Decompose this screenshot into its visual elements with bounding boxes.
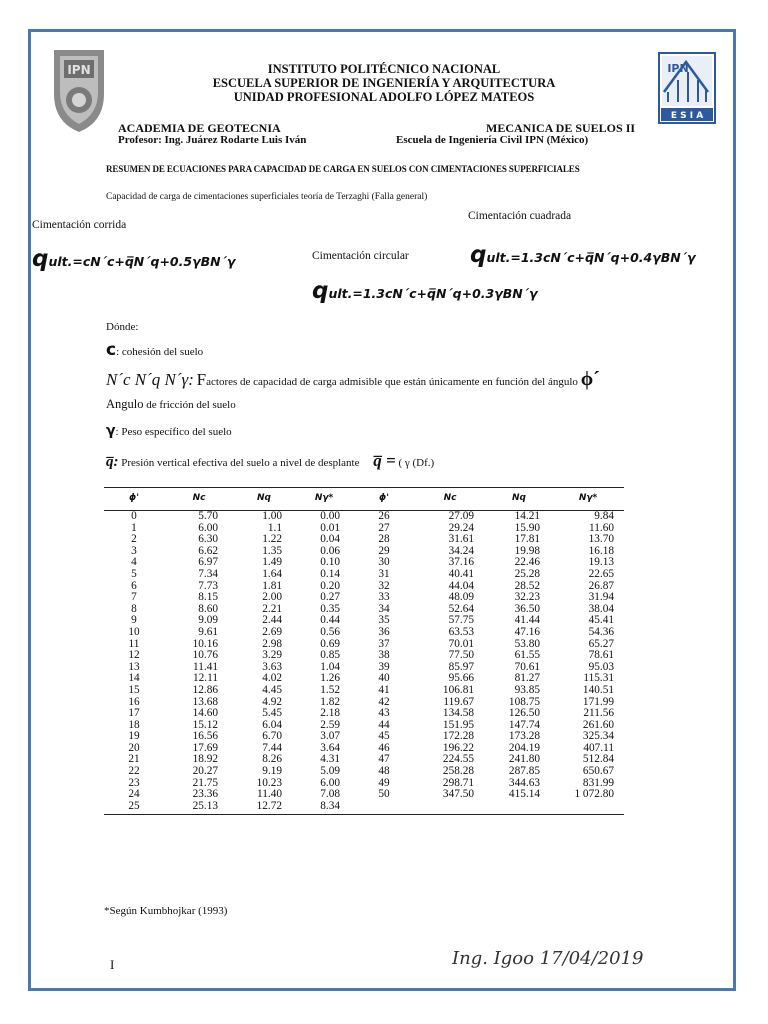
table-cell: 61.55 [514, 649, 540, 662]
table-cell: 25.13 [164, 801, 234, 815]
table-cell: 0.27 [320, 591, 340, 604]
table-cell: 1.26 [320, 672, 340, 685]
table-row [104, 523, 624, 535]
table-cell: 298.71 [442, 776, 474, 789]
esia-logo [658, 52, 716, 124]
table-cell: 42 [378, 695, 390, 708]
table-cell: 6.00 [320, 776, 340, 789]
table-cell: 140.51 [582, 683, 614, 696]
school-subtitle: Escuela de Ingeniería Civil IPN (México) [396, 134, 589, 146]
table-cell: 13 [128, 660, 140, 673]
table-cell: 31.61 [448, 533, 474, 546]
table-body [104, 511, 624, 815]
table-cell: 17.69 [192, 741, 218, 754]
table-cell: 26.87 [588, 579, 614, 592]
angle-text: de fricción del suelo [143, 399, 236, 411]
table-cell: 5.45 [262, 707, 282, 720]
table-row [104, 557, 624, 569]
table-cell: 196.22 [442, 741, 474, 754]
bearing-factors-initial: F [196, 370, 207, 389]
q-bar-text: Presión vertical efectiva del suelo a nivel de desplante [118, 457, 360, 469]
table-cell: 4.02 [262, 672, 282, 685]
table-cell: 8.60 [198, 602, 218, 615]
table-cell: 26 [378, 510, 390, 522]
table-cell: 211.56 [583, 707, 614, 720]
table-cell: 20 [128, 741, 140, 754]
table-cell: 415.14 [508, 788, 540, 801]
table-cell: 20.27 [192, 765, 218, 778]
table-cell: 25 [104, 801, 164, 815]
table-row [104, 534, 624, 546]
table-cell: 21 [128, 753, 140, 766]
table-cell: 34.24 [448, 544, 474, 557]
table-cell: 15 [128, 683, 140, 696]
table-cell: 46 [378, 741, 390, 754]
table-cell: 11 [128, 637, 140, 650]
table-cell: 106.81 [442, 683, 474, 696]
table-cell: 4 [131, 556, 137, 569]
definitions-heading: Dónde: [106, 321, 139, 333]
table-cell: 0.20 [320, 579, 340, 592]
table-cell: 52.64 [448, 602, 474, 615]
table-cell: 2.69 [262, 625, 282, 638]
table-cell: 407.11 [583, 741, 614, 754]
table-cell: 0 [131, 510, 137, 522]
table-cell: 4.45 [262, 683, 282, 696]
table-cell: 18 [128, 718, 140, 731]
table-cell: 37 [378, 637, 390, 650]
table-cell: 204.19 [508, 741, 540, 754]
table-cell: 9.09 [198, 614, 218, 627]
phi-symbol: ϕ´ [580, 368, 600, 390]
table-cell: 115.31 [583, 672, 614, 685]
unit-name: UNIDAD PROFESIONAL ADOLFO LÓPEZ MATEOS [233, 90, 535, 104]
table-cell: 8.34 [294, 801, 354, 815]
table-cell: 70.01 [448, 637, 474, 650]
table-row [104, 592, 624, 604]
table-cell: 35 [378, 614, 390, 627]
table-cell: 39 [378, 660, 390, 673]
table-header-row [104, 488, 624, 511]
table-cell: 38 [378, 649, 390, 662]
table-cell: 81.27 [514, 672, 540, 685]
table-cell: 0.14 [320, 567, 340, 580]
table-cell: 2.21 [262, 602, 282, 615]
table-row [104, 615, 624, 627]
table-header: Nc [164, 488, 234, 511]
table-cell: 0.01 [320, 521, 340, 534]
table-cell: 512.84 [582, 753, 614, 766]
table-header: ϕ' [354, 488, 414, 511]
table-cell: 31.94 [588, 591, 614, 604]
table-cell: 33 [378, 591, 390, 604]
table-cell: 3 [131, 544, 137, 557]
equation-body: ult.=cN´c+q̅N´q+0.5γBN´γ [48, 254, 236, 269]
table-cell: 93.85 [514, 683, 540, 696]
table-cell: 85.97 [448, 660, 474, 673]
table-cell: 12.86 [192, 683, 218, 696]
table-row [104, 754, 624, 766]
table-cell: 29 [378, 544, 390, 557]
table-cell: 9.84 [594, 510, 614, 522]
table-cell: 21.75 [192, 776, 218, 789]
table-row [104, 731, 624, 743]
table-cell: 31 [378, 567, 390, 580]
table-cell: 7.34 [198, 567, 218, 580]
table-cell: 261.60 [582, 718, 614, 731]
table-cell: 44 [378, 718, 390, 731]
gamma-symbol: γ [106, 423, 116, 439]
table-row [104, 720, 624, 732]
table-cell: 119.67 [443, 695, 474, 708]
table-row [104, 581, 624, 593]
table-cell: 151.95 [442, 718, 474, 731]
table-cell: 7.73 [198, 579, 218, 592]
equation-circular-footing [312, 278, 538, 304]
table-cell: 18.92 [192, 753, 218, 766]
table-cell: 2.59 [320, 718, 340, 731]
table-cell: 19.13 [588, 556, 614, 569]
table-cell: 9.19 [262, 765, 282, 778]
table-cell: 1.04 [320, 660, 340, 673]
table-cell: 29.24 [448, 521, 474, 534]
table-cell: 4.92 [262, 695, 282, 708]
table-footnote: *Según Kumbhojkar (1993) [104, 905, 228, 917]
table-cell: 27.09 [448, 510, 474, 522]
table-cell: 13.70 [588, 533, 614, 546]
table-cell: 241.80 [508, 753, 540, 766]
table-cell: 10 [128, 625, 140, 638]
table-cell: 258.28 [442, 765, 474, 778]
table-row [104, 662, 624, 674]
table-cell: 1.82 [320, 695, 340, 708]
table-row [104, 650, 624, 662]
table-cell: 16.56 [192, 730, 218, 743]
table-cell: 1 [131, 521, 137, 534]
table-cell: 14 [128, 672, 140, 685]
angle-word: Angulo [106, 397, 144, 411]
table-cell: 0.44 [320, 614, 340, 627]
table-cell: 27 [378, 521, 390, 534]
table-cell: 40.41 [448, 567, 474, 580]
table-cell: 126.50 [508, 707, 540, 720]
equation-q-symbol: q [32, 246, 49, 272]
table-cell: 12 [128, 649, 140, 662]
table-cell: 2.18 [320, 707, 340, 720]
summary-title: RESUMEN DE ECUACIONES PARA CAPACIDAD DE CARGA EN SUELOS CON CIMENTACIONES SUPERFICIALES [106, 164, 580, 174]
table-header: Nγ* [294, 488, 354, 511]
table-cell [414, 801, 486, 815]
equation-body: ult.=1.3cN´c+q̅N´q+0.4γBN´γ [486, 250, 696, 265]
definition-overburden [106, 451, 434, 471]
table-cell: 344.63 [508, 776, 540, 789]
academy-name: ACADEMIA DE GEOTECNIA [118, 121, 281, 135]
table-cell: 9.61 [198, 625, 218, 638]
table-cell: 54.36 [588, 625, 614, 638]
table-cell: 95.66 [448, 672, 474, 685]
label-square-footing: Cimentación cuadrada [468, 210, 572, 222]
table-cell: 25.28 [514, 567, 540, 580]
table-cell: 14.60 [192, 707, 218, 720]
table-cell: 41 [378, 683, 390, 696]
table-cell: 14.21 [514, 510, 540, 522]
table-cell: 28 [378, 533, 390, 546]
table-cell: 12.11 [193, 672, 218, 685]
table-cell: 3.63 [262, 660, 282, 673]
table-row [104, 766, 624, 778]
table-cell: 36.50 [514, 602, 540, 615]
table-cell: 11.60 [589, 521, 614, 534]
table-cell: 36 [378, 625, 390, 638]
table-cell: 23.36 [192, 788, 218, 801]
capacity-title: Capacidad de carga de cimentaciones superficiales teoría de Terzaghi (Falla general) [106, 192, 428, 202]
table-cell: 44.04 [448, 579, 474, 592]
definition-unit-weight [106, 423, 232, 439]
table-cell: 77.50 [448, 649, 474, 662]
table-cell: 6.62 [198, 544, 218, 557]
table-row [104, 546, 624, 558]
table-cell: 45 [378, 730, 390, 743]
table-cell: 1.64 [262, 567, 282, 580]
table-cell: 1.49 [262, 556, 282, 569]
table-cell: 19.98 [514, 544, 540, 557]
table-cell: 13.68 [192, 695, 218, 708]
table-header: Nγ* [552, 488, 624, 511]
table-header: Nq [234, 488, 294, 511]
definition-cohesion [106, 340, 203, 360]
table-cell: 65.27 [588, 637, 614, 650]
table-cell: 6.00 [198, 521, 218, 534]
table-cell: 5.70 [198, 510, 218, 522]
table-cell: 4.31 [320, 753, 340, 766]
table-cell [354, 801, 414, 815]
label-circular-footing: Cimentación circular [312, 250, 409, 262]
table-cell: 11.40 [257, 788, 282, 801]
table-row [104, 685, 624, 697]
table-row [104, 778, 624, 790]
table-cell: 287.85 [508, 765, 540, 778]
table-cell: 16 [128, 695, 140, 708]
signature: Ing. Igoo 17/04/2019 [452, 948, 644, 969]
table-cell: 325.34 [582, 730, 614, 743]
table-cell: 28.52 [514, 579, 540, 592]
table-cell: 5 [131, 567, 137, 580]
equation-body: ult.=1.3cN´c+q̅N´q+0.3γBN´γ [328, 286, 538, 301]
table-cell: 10.16 [192, 637, 218, 650]
table-cell: 12.72 [234, 801, 294, 815]
table-cell: 224.55 [442, 753, 474, 766]
table-cell: 16.18 [588, 544, 614, 557]
table-cell: 32.23 [514, 591, 540, 604]
esia-logo-text: IPN [667, 62, 689, 75]
table-row [104, 789, 624, 801]
bearing-capacity-factors-table [104, 487, 624, 815]
table-cell: 47.16 [514, 625, 540, 638]
table-cell: 0.10 [320, 556, 340, 569]
table-cell: 1.1 [267, 521, 282, 534]
table-cell: 40 [378, 672, 390, 685]
table-cell: 11.41 [193, 660, 218, 673]
table-cell: 0.35 [320, 602, 340, 615]
table-header: Nc [414, 488, 486, 511]
table-cell: 17 [128, 707, 140, 720]
table-cell: 23 [128, 776, 140, 789]
table-cell: 48 [378, 765, 390, 778]
definition-bearing-factors [106, 368, 600, 391]
table-cell: 38.04 [588, 602, 614, 615]
table-cell: 17.81 [514, 533, 540, 546]
table-cell: 6.30 [198, 533, 218, 546]
ipn-crest-text: IPN [67, 63, 91, 77]
table-row [104, 708, 624, 720]
table-cell: 22 [128, 765, 140, 778]
table-row [104, 627, 624, 639]
table-cell: 24 [128, 788, 140, 801]
table-cell: 3.07 [320, 730, 340, 743]
table-cell: 2.44 [262, 614, 282, 627]
table-cell: 49 [378, 776, 390, 789]
table-cell: 0.85 [320, 649, 340, 662]
table-cell: 5.09 [320, 765, 340, 778]
course-name: MECANICA DE SUELOS II [486, 121, 636, 135]
table-cell: 30 [378, 556, 390, 569]
bearing-factors-symbols: N´c N´q N´γ: [106, 370, 194, 389]
table-cell: 95.03 [588, 660, 614, 673]
table-cell: 1.00 [262, 510, 282, 522]
table-cell: 1.35 [262, 544, 282, 557]
equation-q-symbol: q [312, 278, 329, 304]
table-cell: 6 [131, 579, 137, 592]
table-row [104, 639, 624, 651]
table-cell: 22.46 [514, 556, 540, 569]
table-cell: 43 [378, 707, 390, 720]
cohesion-text: : cohesión del suelo [116, 346, 204, 358]
cohesion-symbol: c [106, 340, 117, 360]
q-bar-symbol: q̅: [106, 454, 119, 470]
table-cell: 37.16 [448, 556, 474, 569]
table-cell: 1.81 [262, 579, 282, 592]
table-cell: 0.69 [320, 637, 340, 650]
table-cell: 831.99 [582, 776, 614, 789]
table-row [104, 604, 624, 616]
table-cell: 172.28 [442, 730, 474, 743]
table-cell: 108.75 [508, 695, 540, 708]
equation-q-symbol: q [470, 242, 487, 268]
table-cell: 48.09 [448, 591, 474, 604]
table-cell [552, 801, 624, 815]
table-row [104, 569, 624, 581]
table-cell: 1 072.80 [574, 788, 614, 801]
table-cell: 8.26 [262, 753, 282, 766]
table-cell: 173.28 [508, 730, 540, 743]
table-cell: 53.80 [514, 637, 540, 650]
table-cell: 1.22 [262, 533, 282, 546]
table-row [104, 801, 624, 815]
table-cell: 50 [378, 788, 390, 801]
institution-name: INSTITUTO POLITÉCNICO NACIONAL [267, 62, 501, 76]
gamma-text: : Peso específico del suelo [115, 426, 232, 438]
q-bar-equation: q̅ = [373, 451, 396, 470]
table-cell: 41.44 [514, 614, 540, 627]
table-cell: 7.44 [262, 741, 282, 754]
table-cell [486, 801, 552, 815]
table-cell: 15.90 [514, 521, 540, 534]
table-cell: 10.76 [192, 649, 218, 662]
label-strip-footing: Cimentación corrida [32, 219, 127, 231]
table-cell: 57.75 [448, 614, 474, 627]
table-cell: 1.52 [320, 683, 340, 696]
table-cell: 63.53 [448, 625, 474, 638]
table-cell: 0.56 [320, 625, 340, 638]
table-cell: 19 [128, 730, 140, 743]
table-cell: 0.00 [320, 510, 340, 522]
equation-strip-footing [32, 246, 235, 272]
table-row [104, 743, 624, 755]
table-cell: 6.70 [262, 730, 282, 743]
table-cell: 47 [378, 753, 390, 766]
ipn-crest-logo [46, 44, 112, 134]
table-cell: 10.23 [256, 776, 282, 789]
table-header: ϕ' [104, 488, 164, 511]
table-cell: 3.29 [262, 649, 282, 662]
table-cell: 32 [378, 579, 390, 592]
table-cell: 2.98 [262, 637, 282, 650]
table-cell: 8 [131, 602, 137, 615]
table-row [104, 673, 624, 685]
professor-name: Profesor: Ing. Juárez Rodarte Luis Iván [118, 134, 307, 146]
equation-square-footing [470, 242, 696, 268]
table-cell: 0.04 [320, 533, 340, 546]
table-cell: 650.67 [582, 765, 614, 778]
table-cell: 2.00 [262, 591, 282, 604]
page-number: I [110, 957, 115, 972]
table-cell: 2 [131, 533, 137, 546]
table-cell: 347.50 [442, 788, 474, 801]
table-cell: 9 [131, 614, 137, 627]
table-cell: 147.74 [508, 718, 540, 731]
table-cell: 134.58 [442, 707, 474, 720]
definition-friction-angle [106, 397, 236, 412]
table-row [104, 511, 624, 523]
table-cell: 8.15 [198, 591, 218, 604]
table-cell: 15.12 [192, 718, 218, 731]
bearing-factors-text: actores de capacidad de carga admisible que están únicamente en función del ángulo [206, 376, 578, 388]
table-cell: 70.61 [514, 660, 540, 673]
table-cell: 22.65 [588, 567, 614, 580]
table-cell: 6.04 [262, 718, 282, 731]
esia-logo-label: E S I A [670, 111, 704, 121]
q-bar-equation-rhs: ( γ (Df.) [398, 457, 435, 469]
table-cell: 34 [378, 602, 390, 615]
table-cell: 6.97 [198, 556, 218, 569]
table-header: Nq [486, 488, 552, 511]
table-row [104, 697, 624, 709]
table-cell: 0.06 [320, 544, 340, 557]
table-cell: 45.41 [588, 614, 614, 627]
table-cell: 3.64 [320, 741, 340, 754]
school-name: ESCUELA SUPERIOR DE INGENIERÍA Y ARQUITECTURA [212, 76, 556, 90]
table-cell: 7.08 [320, 788, 340, 801]
table-cell: 7 [131, 591, 137, 604]
table-cell: 78.61 [588, 649, 614, 662]
table-cell: 171.99 [582, 695, 614, 708]
